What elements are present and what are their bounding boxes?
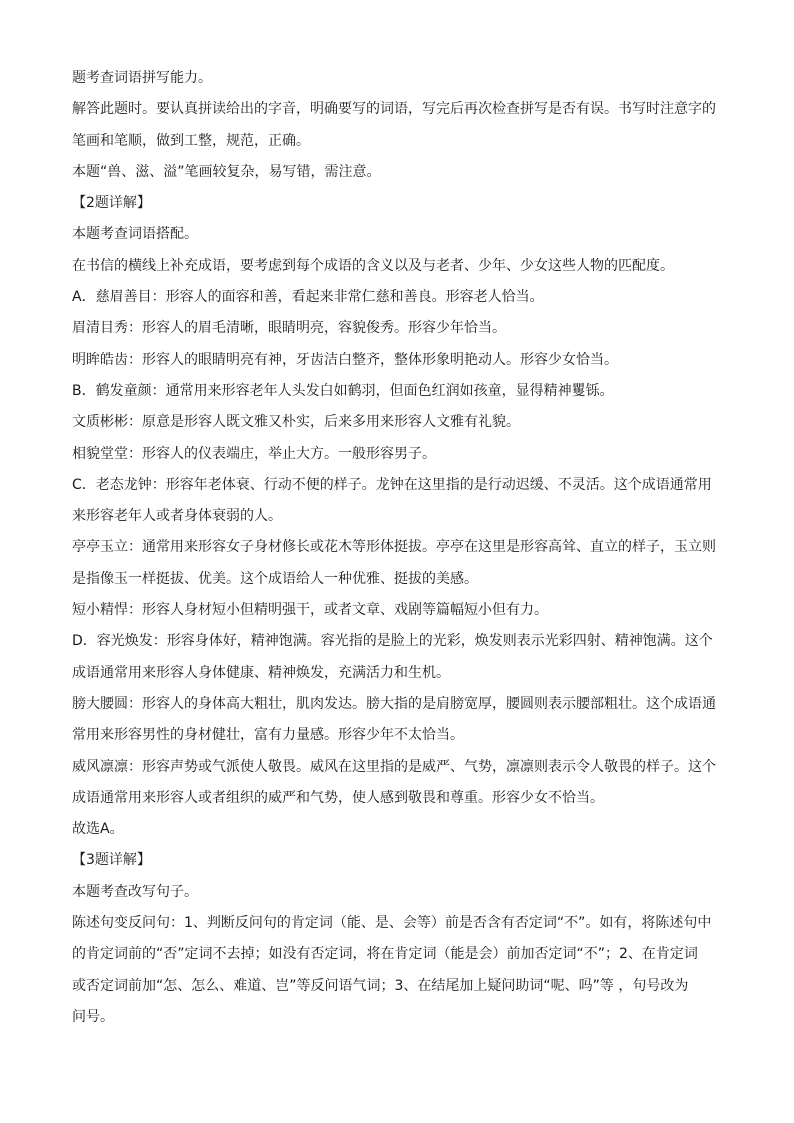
text-line: D．容光焕发：形容身体好，精神饱满。容光指的是脸上的光彩，焕发则表示光彩四射、精神饱满。这个 xyxy=(72,633,713,650)
text-line: 故选A。 xyxy=(72,821,124,838)
text-line: 亭亭玉立：通常用来形容女子身材修长或花木等形体挺拔。亭亭在这里是形容高耸、直立的样子，玉立则 xyxy=(72,539,716,556)
text-line: 本题“兽、滋、溢”笔画较复杂，易写错，需注意。 xyxy=(72,163,381,180)
text-line: 或否定词前加“怎、怎么、难道、岂”等反问语气词；3、在结尾加上疑问助词“呢、吗”等 ，句号改为 xyxy=(72,977,689,994)
text-line: 的肯定词前的“否”定词不去掉；如没有否定词，将在肯定词（能是会）前加否定词“不”；2、在肯定词 xyxy=(72,946,698,963)
text-line: 明眸皓齿：形容人的眼睛明亮有神，牙齿洁白整齐，整体形象明艳动人。形容少女恰当。 xyxy=(72,351,618,368)
text-line: 常用来形容男性的身材健壮，富有力量感。形容少年不太恰当。 xyxy=(72,727,464,744)
section-heading: 【2题详解】 xyxy=(72,195,151,212)
text-line: A．慈眉善目：形容人的面容和善，看起来非常仁慈和善良。形容老人恰当。 xyxy=(72,289,544,306)
text-line: 陈述句变反问句：1、判断反问句的肯定词（能、是、会等）前是否含有否定词“不”。如有，将陈述句中 xyxy=(72,915,712,932)
text-line: 成语通常用来形容人身体健康、精神焕发，充满活力和生机。 xyxy=(72,664,450,681)
text-line: 来形容老年人或者身体衰弱的人。 xyxy=(72,508,282,525)
text-line: 膀大腰圆：形容人的身体高大粗壮，肌肉发达。膀大指的是肩膀宽厚，腰圆则表示腰部粗壮。这个成语通 xyxy=(72,695,716,712)
text-line: 在书信的横线上补充成语，要考虑到每个成语的含义以及与老者、少年、少女这些人物的匹配度。 xyxy=(72,257,674,274)
text-line: 笔画和笔顺，做到工整，规范，正确。 xyxy=(72,132,310,149)
text-line: 威风凛凛：形容声势或气派使人敬畏。威风在这里指的是威严、气势，凛凛则表示令人敬畏的样子。这个 xyxy=(72,758,716,775)
text-line: 文质彬彬：原意是形容人既文雅又朴实，后来多用来形容人文雅有礼貌。 xyxy=(72,414,520,431)
section-heading: 【3题详解】 xyxy=(72,852,151,869)
text-line: 成语通常用来形容人或者组织的威严和气势，使人感到敬畏和尊重。形容少女不恰当。 xyxy=(72,789,604,806)
text-line: 相貌堂堂：形容人的仪表端庄，举止大方。一般形容男子。 xyxy=(72,445,436,462)
text-line: 是指像玉一样挺拔、优美。这个成语给人一种优雅、挺拔的美感。 xyxy=(72,570,478,587)
text-line: 眉清目秀：形容人的眉毛清晰，眼睛明亮，容貌俊秀。形容少年恰当。 xyxy=(72,320,506,337)
text-line: C．老态龙钟：形容年老体衰、行动不便的样子。龙钟在这里指的是行动迟缓、不灵活。这个成语通常用 xyxy=(72,476,712,493)
text-line: 本题考查改写句子。 xyxy=(72,883,198,900)
text-line: 问号。 xyxy=(72,1008,114,1025)
document-page xyxy=(72,63,722,1033)
text-line: 题考查词语拼写能力。 xyxy=(72,70,212,86)
text-line: B．鹤发童颜：通常用来形容老年人头发白如鹤羽，但面色红润如孩童，显得精神矍铄。 xyxy=(72,382,614,399)
text-line: 本题考查词语搭配。 xyxy=(72,226,198,243)
text-line: 短小精悍：形容人身材短小但精明强干，或者文章、戏剧等篇幅短小但有力。 xyxy=(72,602,548,619)
text-line: 解答此题时。要认真拼读给出的字音，明确要写的词语，写完后再次检查拼写是否有误。书写时注意字的 xyxy=(72,101,716,118)
